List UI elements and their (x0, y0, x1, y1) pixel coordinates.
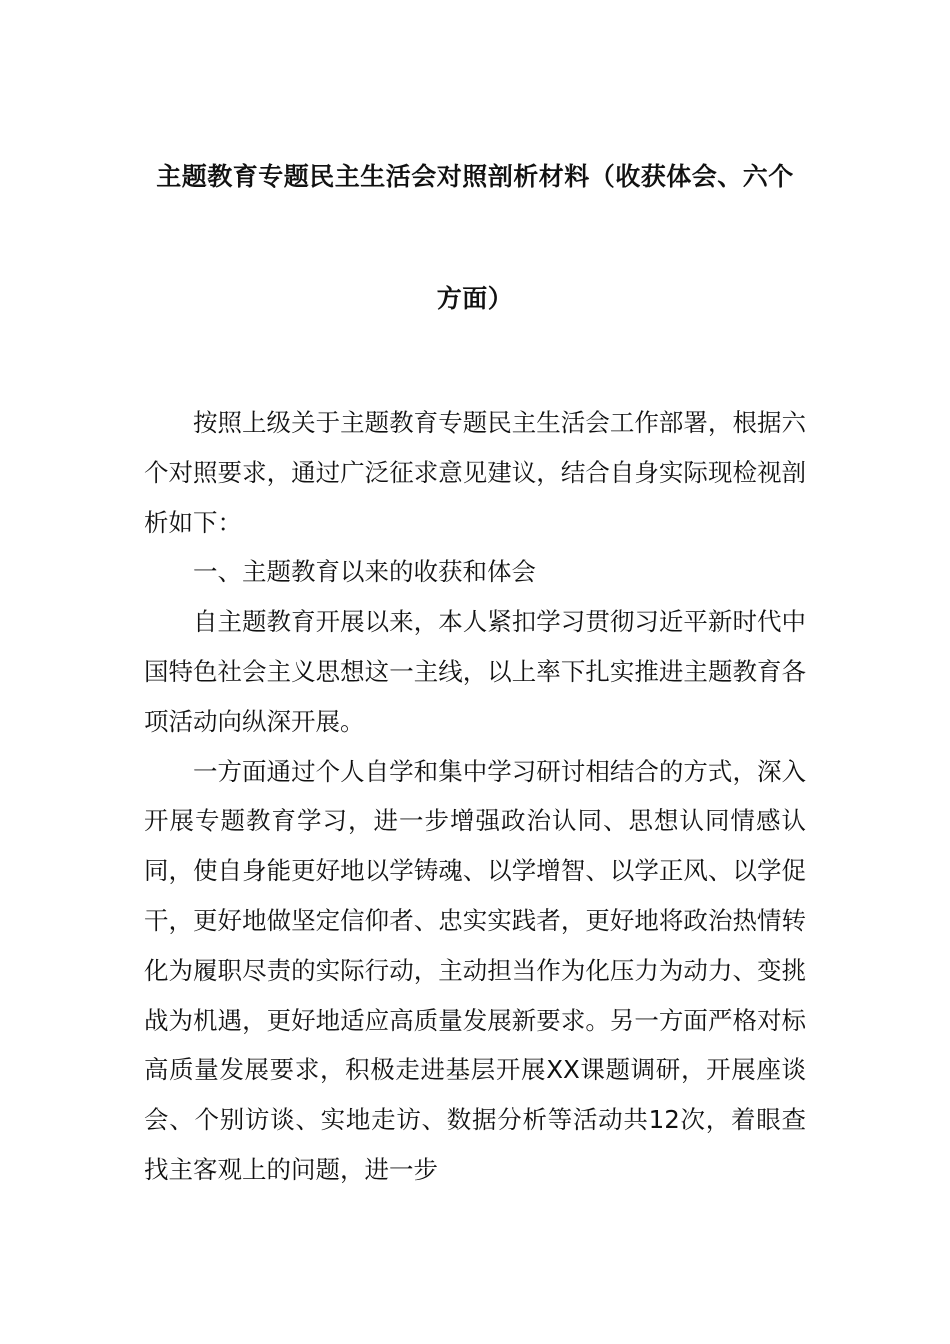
section-heading: 一、主题教育以来的收获和体会 (193, 557, 536, 587)
document-title-line-1: 主题教育专题民主生活会对照剖析材料（收获体会、六个 (156, 162, 794, 191)
body-paragraph: 一方面通过个人自学和集中学习研讨相结合的方式，深入开展专题教育学习，进一步增强政治认同、思想认同情感认同，使自身能更好地以学铸魂、以学增智、以学正风、以学促干，更好地做坚定信仰者、忠实实践者，更好地将政治热情转化为履职尽责的实际行动，主动担当作为化压力为动力、变挑战为机遇，更好地适应高质量发展新要求。另一方面严格对标高质量发展要求，积极走进基层开展XX课题调研，开展座谈会、个别访谈、实地走访、数据分析等活动共12次，着眼查找主客观上的问题，进一步 (144, 756, 806, 1184)
document-body (144, 398, 806, 1195)
body-paragraph: 自主题教育开展以来，本人紧扣学习贯彻习近平新时代中国特色社会主义思想这一主线，以上率下扎实推进主题教育各项活动向纵深开展。 (144, 607, 806, 736)
document-title-line-2: 方面） (436, 284, 514, 313)
intro-paragraph: 按照上级关于主题教育专题民主生活会工作部署，根据六个对照要求，通过广泛征求意见建议，结合自身实际现检视剖析如下： (144, 408, 806, 537)
